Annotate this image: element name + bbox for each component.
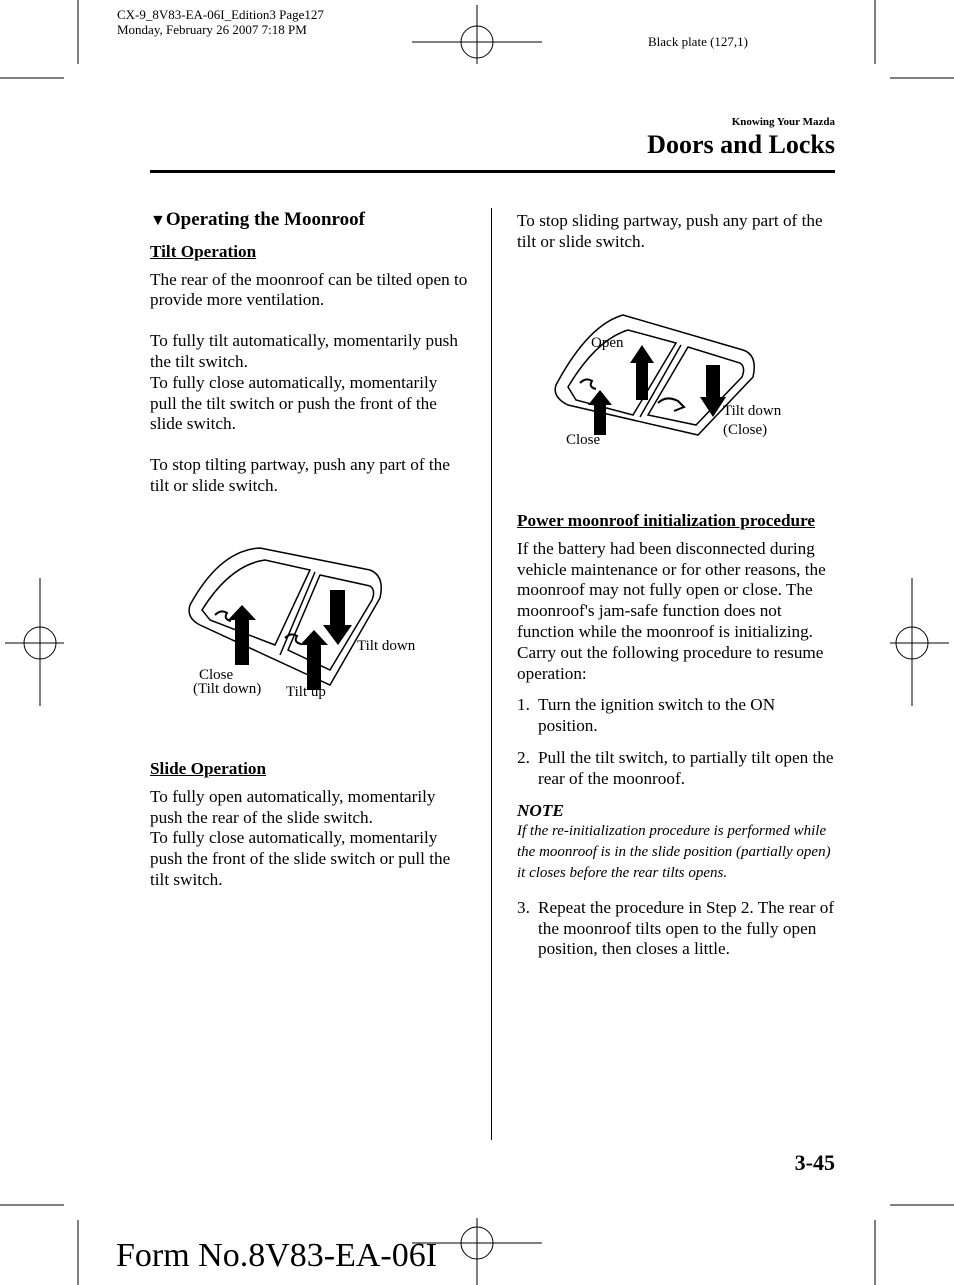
- init-para: If the battery had been disconnected during vehicle maintenance or for other reasons, the moonroof may not fully open or close. The moonroof's jam-safe function does not function while the moonroof is initializing. Carry out the following procedure to resume operation:: [517, 538, 826, 683]
- slide-operation-title: Slide Operation: [150, 759, 267, 778]
- tilt-para-1: The rear of the moonroof can be tilted open to provide more ventilation.: [150, 269, 468, 310]
- tilt-para-4: To stop tilting partway, push any part of the tilt or slide switch.: [150, 455, 450, 495]
- print-header: [117, 7, 324, 37]
- init-section: [517, 511, 835, 960]
- note-body: If the re-initialization procedure is performed while the moonroof is in the slide position (partially open) it closes before the rear tilts opens.: [517, 823, 831, 881]
- fig1-label-close-sub: (Tilt down): [193, 681, 262, 697]
- step-2-number: 2.: [517, 747, 530, 767]
- date-line: Monday, February 26 2007 7:18 PM: [117, 22, 307, 37]
- step-1-text: Turn the ignition switch to the ON position.: [538, 695, 776, 736]
- fig1-label-close: Close: [199, 667, 234, 683]
- column-divider: [491, 208, 492, 1140]
- triangle-marker-icon: ▼: [150, 212, 166, 229]
- init-title: Power moonroof initialization procedure: [517, 511, 816, 530]
- slide-para-2: To fully close automatically, momentarily push the front of the slide switch or pull the tilt switch.: [150, 828, 451, 889]
- tilt-operation-title: Tilt Operation: [150, 241, 257, 261]
- fig2-label-tilt-down-sub: (Close): [723, 422, 768, 438]
- page-number: 3-45: [794, 1150, 835, 1175]
- note-heading: NOTE: [517, 800, 564, 820]
- section-label: Knowing Your Mazda: [731, 116, 835, 128]
- page-title: Doors and Locks: [647, 130, 835, 159]
- file-line: CX-9_8V83-EA-06I_Edition3 Page127: [117, 7, 324, 22]
- plate-label: Black plate (127,1): [648, 34, 748, 49]
- title-rule: [150, 170, 835, 173]
- step-3-text: Repeat the procedure in Step 2. The rear of the moonroof tilts open to the fully open position, then closes a little.: [538, 897, 835, 959]
- init-step-2: [517, 748, 835, 790]
- slide-section: [150, 759, 468, 891]
- init-step-3: [517, 898, 835, 960]
- step-1-number: 1.: [517, 695, 530, 715]
- fig1-label-tilt-up: Tilt up: [286, 684, 326, 700]
- slide-para-1: To fully open automatically, momentarily push the rear of the slide switch.: [150, 786, 436, 827]
- tilt-switch-figure: [180, 540, 440, 710]
- fig1-label-tilt-down: Tilt down: [357, 638, 416, 654]
- tilt-para-2: To fully tilt automatically, momentarily push the tilt switch.: [150, 331, 458, 371]
- stop-sliding-para: To stop sliding partway, push any part of the tilt or slide switch.: [517, 211, 823, 251]
- section-heading: [150, 210, 468, 232]
- fig2-label-close: Close: [566, 432, 601, 448]
- form-number: Form No.8V83-EA-06I: [116, 1237, 438, 1274]
- step-3-number: 3.: [517, 897, 530, 917]
- init-step-1: [517, 695, 835, 737]
- fig2-label-tilt-down: Tilt down: [723, 403, 782, 419]
- step-2-text: Pull the tilt switch, to partially tilt open the rear of the moonroof.: [538, 747, 834, 788]
- fig2-label-open: Open: [591, 335, 624, 351]
- tilt-para-3: To fully close automatically, momentarily pull the tilt switch or push the front of the slide switch.: [150, 372, 438, 434]
- left-column: [150, 210, 468, 497]
- slide-switch-figure: [548, 305, 828, 465]
- section-heading-text: Operating the Moonroof: [165, 209, 365, 230]
